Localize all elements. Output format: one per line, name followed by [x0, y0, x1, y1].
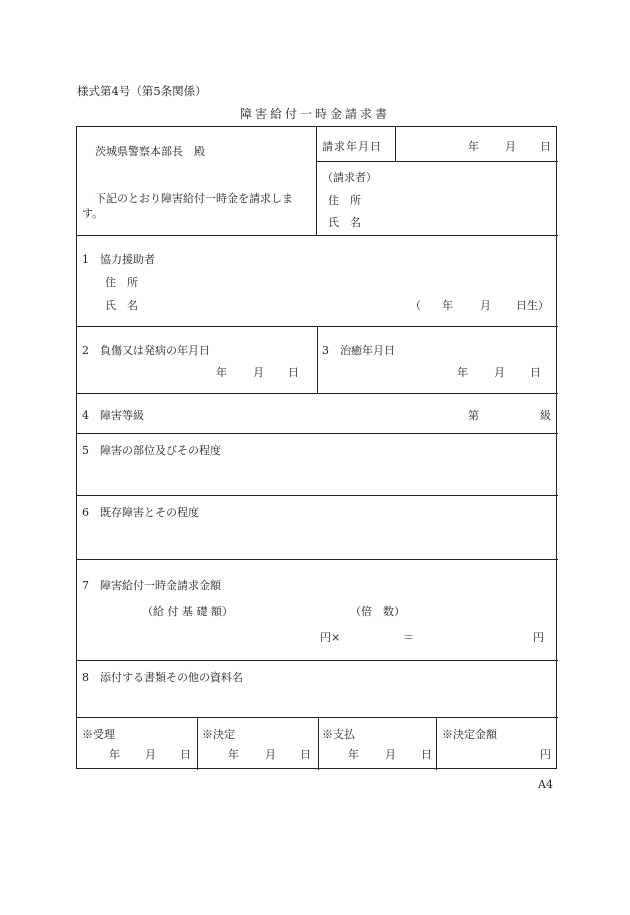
- office-received-day: 日: [180, 748, 191, 761]
- office-paid-label: ※支払: [322, 728, 355, 741]
- sec7-multiplier-label: （倍 数）: [350, 605, 405, 618]
- office-amount-label: ※決定金額: [442, 728, 497, 741]
- sec1-address-label: 住 所: [105, 276, 138, 289]
- sec7-equals: ＝: [403, 631, 414, 644]
- rule-sec23-divider: [317, 326, 318, 393]
- office-received-label: ※受理: [82, 728, 115, 741]
- sec1-birth-open: （: [410, 299, 421, 312]
- rule-office-divider-3: [436, 717, 437, 770]
- sec2-label: 2 負傷又は発病の年月日: [82, 344, 210, 357]
- office-amount-yen: 円: [540, 748, 551, 761]
- office-paid-year: 年: [348, 748, 359, 761]
- sec3-month: 月: [494, 366, 505, 379]
- office-decided-label: ※決定: [202, 728, 235, 741]
- rule-sec4-bottom: [77, 433, 558, 434]
- rule-office-divider-2: [318, 717, 319, 770]
- claim-date-year: 年: [468, 140, 479, 153]
- paper-size-label: A4: [538, 778, 553, 791]
- rule-sec6-bottom: [77, 559, 558, 560]
- sec6-label: 6 既存障害とその程度: [82, 506, 199, 519]
- sec4-grade-suffix: 級: [540, 409, 551, 422]
- sec4-label: 4 障害等級: [82, 409, 144, 422]
- form-number: 様式第4号（第5条関係）: [77, 84, 207, 98]
- sec1-birth-month: 月: [480, 299, 491, 312]
- sec1-label: 1 協力援助者: [82, 253, 155, 266]
- sec2-year: 年: [216, 366, 227, 379]
- sec1-name-label: 氏 名: [105, 299, 138, 312]
- sec2-month: 月: [253, 366, 264, 379]
- sec3-day: 日: [530, 366, 541, 379]
- sec2-day: 日: [288, 366, 299, 379]
- sec7-label: 7 障害給付一時金請求金額: [82, 579, 221, 592]
- sec8-label: 8 添付する書類その他の資料名: [82, 671, 243, 684]
- office-decided-month: 月: [265, 748, 276, 761]
- sec4-grade-prefix: 第: [468, 409, 479, 422]
- claim-statement-cont: す。: [82, 207, 104, 220]
- document-title: 障害給付一時金請求書: [239, 107, 390, 121]
- claim-date-month: 月: [505, 140, 516, 153]
- sec7-base-label: （給 付 基 礎 額）: [142, 605, 233, 618]
- claim-statement: 下記のとおり障害給付一時金を請求しま: [95, 192, 293, 205]
- sec3-year: 年: [457, 366, 468, 379]
- office-decided-year: 年: [228, 748, 239, 761]
- office-received-month: 月: [145, 748, 156, 761]
- rule-claimdate-divider: [395, 127, 396, 161]
- rule-header-divider: [316, 127, 317, 235]
- sec5-label: 5 障害の部位及びその程度: [82, 444, 221, 457]
- claimant-name-label: 氏 名: [328, 216, 361, 229]
- office-paid-day: 日: [421, 748, 432, 761]
- sec7-yen: 円: [533, 631, 544, 644]
- sec1-birth-day: 日生）: [516, 299, 549, 312]
- office-paid-month: 月: [385, 748, 396, 761]
- rule-claimdate: [316, 161, 558, 162]
- rule-header-bottom: [77, 235, 558, 236]
- office-received-year: 年: [109, 748, 120, 761]
- claimant-label: （請求者）: [322, 171, 377, 184]
- rule-office-divider-1: [197, 717, 198, 770]
- sec3-label: 3 治癒年月日: [322, 344, 395, 357]
- rule-sec5-bottom: [77, 495, 558, 496]
- rule-sec23-bottom: [77, 393, 558, 394]
- rule-sec7-bottom: [77, 660, 558, 661]
- claim-date-day: 日: [540, 140, 551, 153]
- addressee-name: 茨城県警察本部長 殿: [95, 145, 205, 158]
- claimant-address-label: 住 所: [328, 194, 361, 207]
- claim-date-label: 請求年月日: [322, 140, 382, 153]
- sec1-birth-year: 年: [442, 299, 453, 312]
- office-decided-day: 日: [300, 748, 311, 761]
- sec7-yen-times: 円×: [320, 631, 341, 644]
